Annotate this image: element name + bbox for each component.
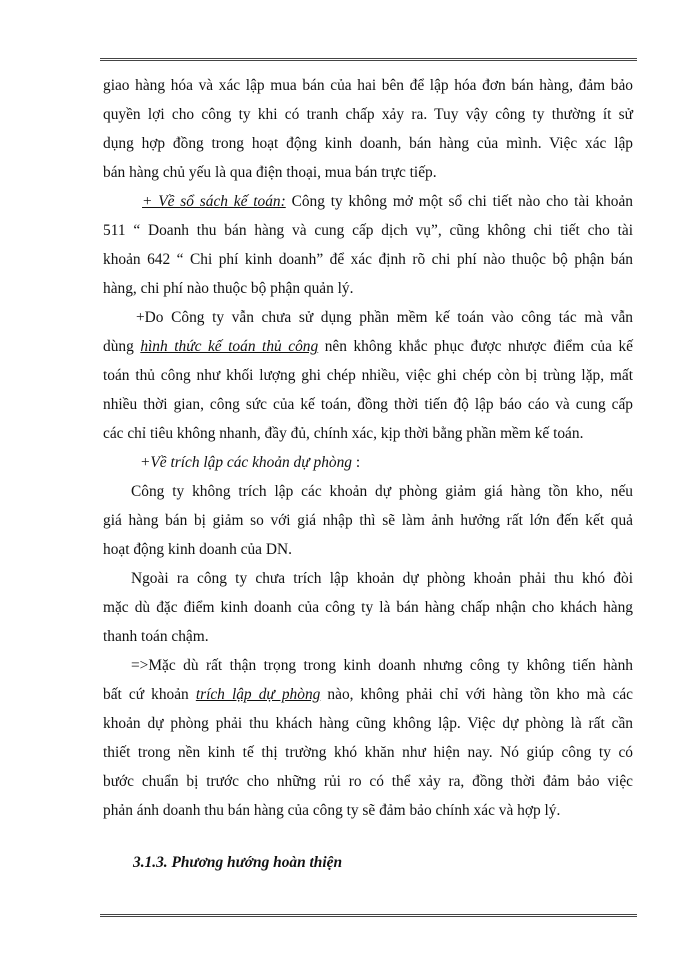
text-run: bất cứ khoản [103, 686, 196, 703]
footer-rule [100, 914, 637, 917]
text-line: khoản dự phòng phải thu khách hàng cũng không lập. Việc dự phòng là rất cần [103, 715, 633, 732]
subheading-tail: : [351, 454, 361, 471]
text-line-with-emphasis [103, 685, 633, 705]
text-run: nào, không phải chỉ với hàng tồn kho mà các [320, 686, 633, 703]
text-run: dùng [103, 338, 141, 355]
text-line: giá hàng bán bị giảm so với giá nhập thì sẽ làm ảnh hưởng rất lớn đến kết quả [103, 512, 633, 529]
text-line: thanh toán chậm. [103, 628, 209, 645]
subheading [140, 453, 360, 473]
text-line-with-emphasis [103, 337, 633, 357]
inline-heading: + Về sổ sách kế toán: [142, 193, 286, 210]
subheading-text: +Về trích lập các khoản dự phòng [140, 454, 352, 471]
text-line: quyền lợi cho công ty khi có tranh chấp xảy ra. Tuy vậy công ty thường ít sử [103, 106, 633, 123]
text-line: nhiều thời gian, công sức của kế toán, đồng thời tiến độ lập báo cáo và cung cấp [103, 396, 633, 413]
text-line: Ngoài ra công ty chưa trích lập khoản dự phòng khoản phải thu khó đòi [131, 570, 633, 587]
text-run: Công ty không mở một sổ chi tiết nào cho tài khoản [285, 193, 633, 210]
section-heading: 3.1.3. Phương hướng hoàn thiện [133, 854, 343, 871]
text-line: hoạt động kinh doanh của DN. [103, 541, 292, 558]
text-line: thiết trong nền kinh tế thị trường khó khăn như hiện nay. Nó giúp công ty có [103, 744, 633, 761]
text-line: bán hàng chủ yếu là qua điện thoại, mua bán trực tiếp. [103, 164, 437, 181]
text-line: phản ánh doanh thu bán hàng của công ty sẽ đảm bảo chính xác và hợp lý. [103, 802, 561, 819]
underlined-term: trích lập dự phòng [195, 686, 321, 703]
underlined-term: hình thức kế toán thủ công [140, 338, 319, 355]
text-line: dụng hợp đồng trong hoạt động kinh doanh, bán hàng của mình. Việc xác lập [103, 135, 633, 152]
text-line: =>Mặc dù rất thận trọng trong kinh doanh nhưng công ty không tiến hành [131, 657, 633, 674]
text-line: bước chuẩn bị trước cho những rủi ro có thể xảy ra, đồng thời đảm bảo việc [103, 773, 633, 790]
text-line: giao hàng hóa và xác lập mua bán của hai bên để lập hóa đơn bán hàng, đảm bảo [103, 77, 633, 94]
text-line: hàng, chi phí nào thuộc bộ phận quản lý. [103, 280, 354, 297]
header-rule [100, 58, 637, 61]
text-line: các chỉ tiêu không nhanh, đầy đủ, chính xác, kịp thời bằng phần mềm kế toán. [103, 425, 584, 442]
text-line: 511 “ Doanh thu bán hàng và cung cấp dịch vụ”, cũng không chi tiết cho tài [103, 222, 633, 239]
text-run: nên không khắc phục được nhược điểm của kế [318, 338, 634, 355]
text-line: toán thủ công như khối lượng ghi chép nhiều, việc ghi chép còn bị trùng lặp, mất [103, 367, 633, 384]
paragraph-first-line [142, 192, 633, 212]
text-line: +Do Công ty vẫn chưa sử dụng phần mềm kế toán vào công tác mà vẫn [136, 309, 633, 326]
text-line: khoản 642 “ Chi phí kinh doanh” để xác định rõ chi phí nào thuộc bộ phận bán [103, 251, 633, 268]
text-line: Công ty không trích lập các khoản dự phòng giảm giá hàng tồn kho, nếu [131, 483, 633, 500]
text-line: mặc dù đặc điểm kinh doanh của công ty là bán hàng chấp nhận cho khách hàng [103, 599, 633, 616]
